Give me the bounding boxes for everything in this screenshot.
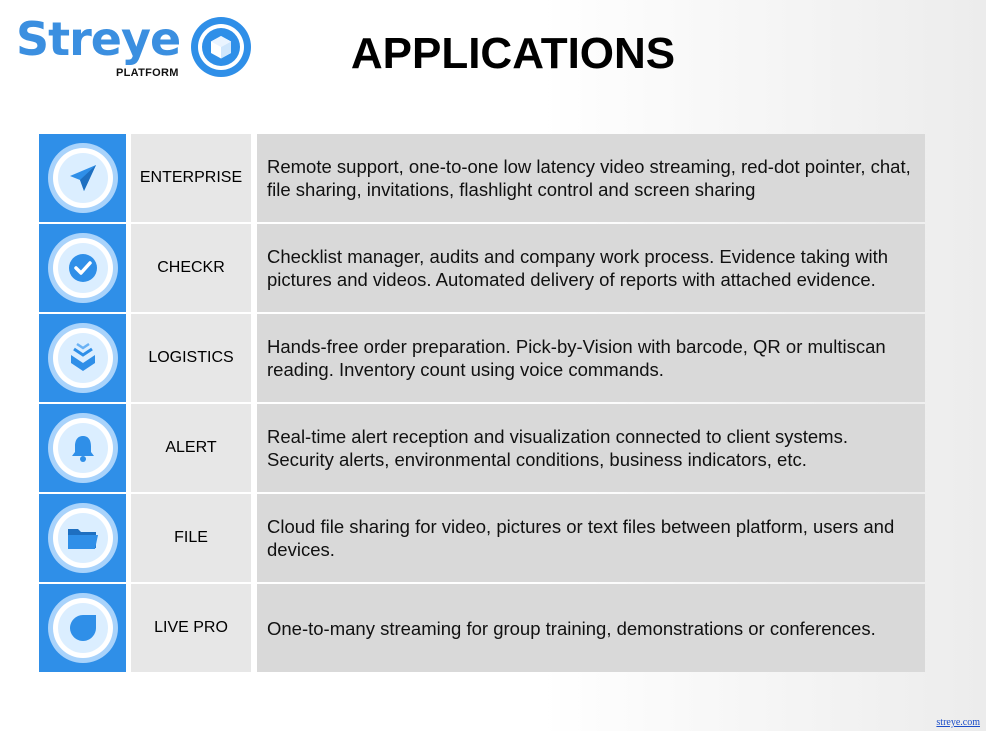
leaf-drop-icon <box>66 611 100 645</box>
app-description: Real-time alert reception and visualization connected to client systems. Security alerts, environmental conditions, business indicators, etc. <box>257 404 925 492</box>
app-name: CHECKR <box>131 224 251 312</box>
app-icon-cell <box>39 224 126 312</box>
app-row-live-pro <box>39 584 925 672</box>
logo-subtitle: PLATFORM <box>116 67 179 79</box>
page-title: APPLICATIONS <box>350 29 676 78</box>
paper-plane-icon <box>66 161 100 195</box>
bell-icon <box>66 431 100 465</box>
app-icon-cell <box>39 584 126 672</box>
app-name: ALERT <box>131 404 251 492</box>
app-name: FILE <box>131 494 251 582</box>
app-row-alert <box>39 404 925 492</box>
app-description: Remote support, one-to-one low latency video streaming, red-dot pointer, chat, file sharing, invitations, flashlight control and screen sharing <box>257 134 925 222</box>
app-name: ENTERPRISE <box>131 134 251 222</box>
app-icon-cell <box>39 314 126 402</box>
cube-logo-icon <box>190 16 252 78</box>
app-name: LIVE PRO <box>131 584 251 672</box>
app-name: LOGISTICS <box>131 314 251 402</box>
folder-icon <box>65 521 101 555</box>
app-description: Checklist manager, audits and company work process. Evidence taking with pictures and videos. Automated delivery of reports with attached evidence. <box>257 224 925 312</box>
app-icon-cell <box>39 494 126 582</box>
applications-table <box>39 134 925 674</box>
app-description: Hands-free order preparation. Pick-by-Vision with barcode, QR or multiscan reading. Inventory count using voice commands. <box>257 314 925 402</box>
app-description: Cloud file sharing for video, pictures or text files between platform, users and devices. <box>257 494 925 582</box>
logo-wordmark: Streye <box>16 12 181 66</box>
app-row-logistics <box>39 314 925 402</box>
layers-box-icon <box>66 341 100 375</box>
app-description: One-to-many streaming for group training, demonstrations or conferences. <box>257 584 925 672</box>
app-row-file <box>39 494 925 582</box>
website-link[interactable]: streye.com <box>936 717 980 728</box>
app-row-enterprise <box>39 134 925 222</box>
app-icon-cell <box>39 404 126 492</box>
checkmark-icon <box>66 251 100 285</box>
streye-logo <box>16 12 256 82</box>
app-row-checkr <box>39 224 925 312</box>
app-icon-cell <box>39 134 126 222</box>
